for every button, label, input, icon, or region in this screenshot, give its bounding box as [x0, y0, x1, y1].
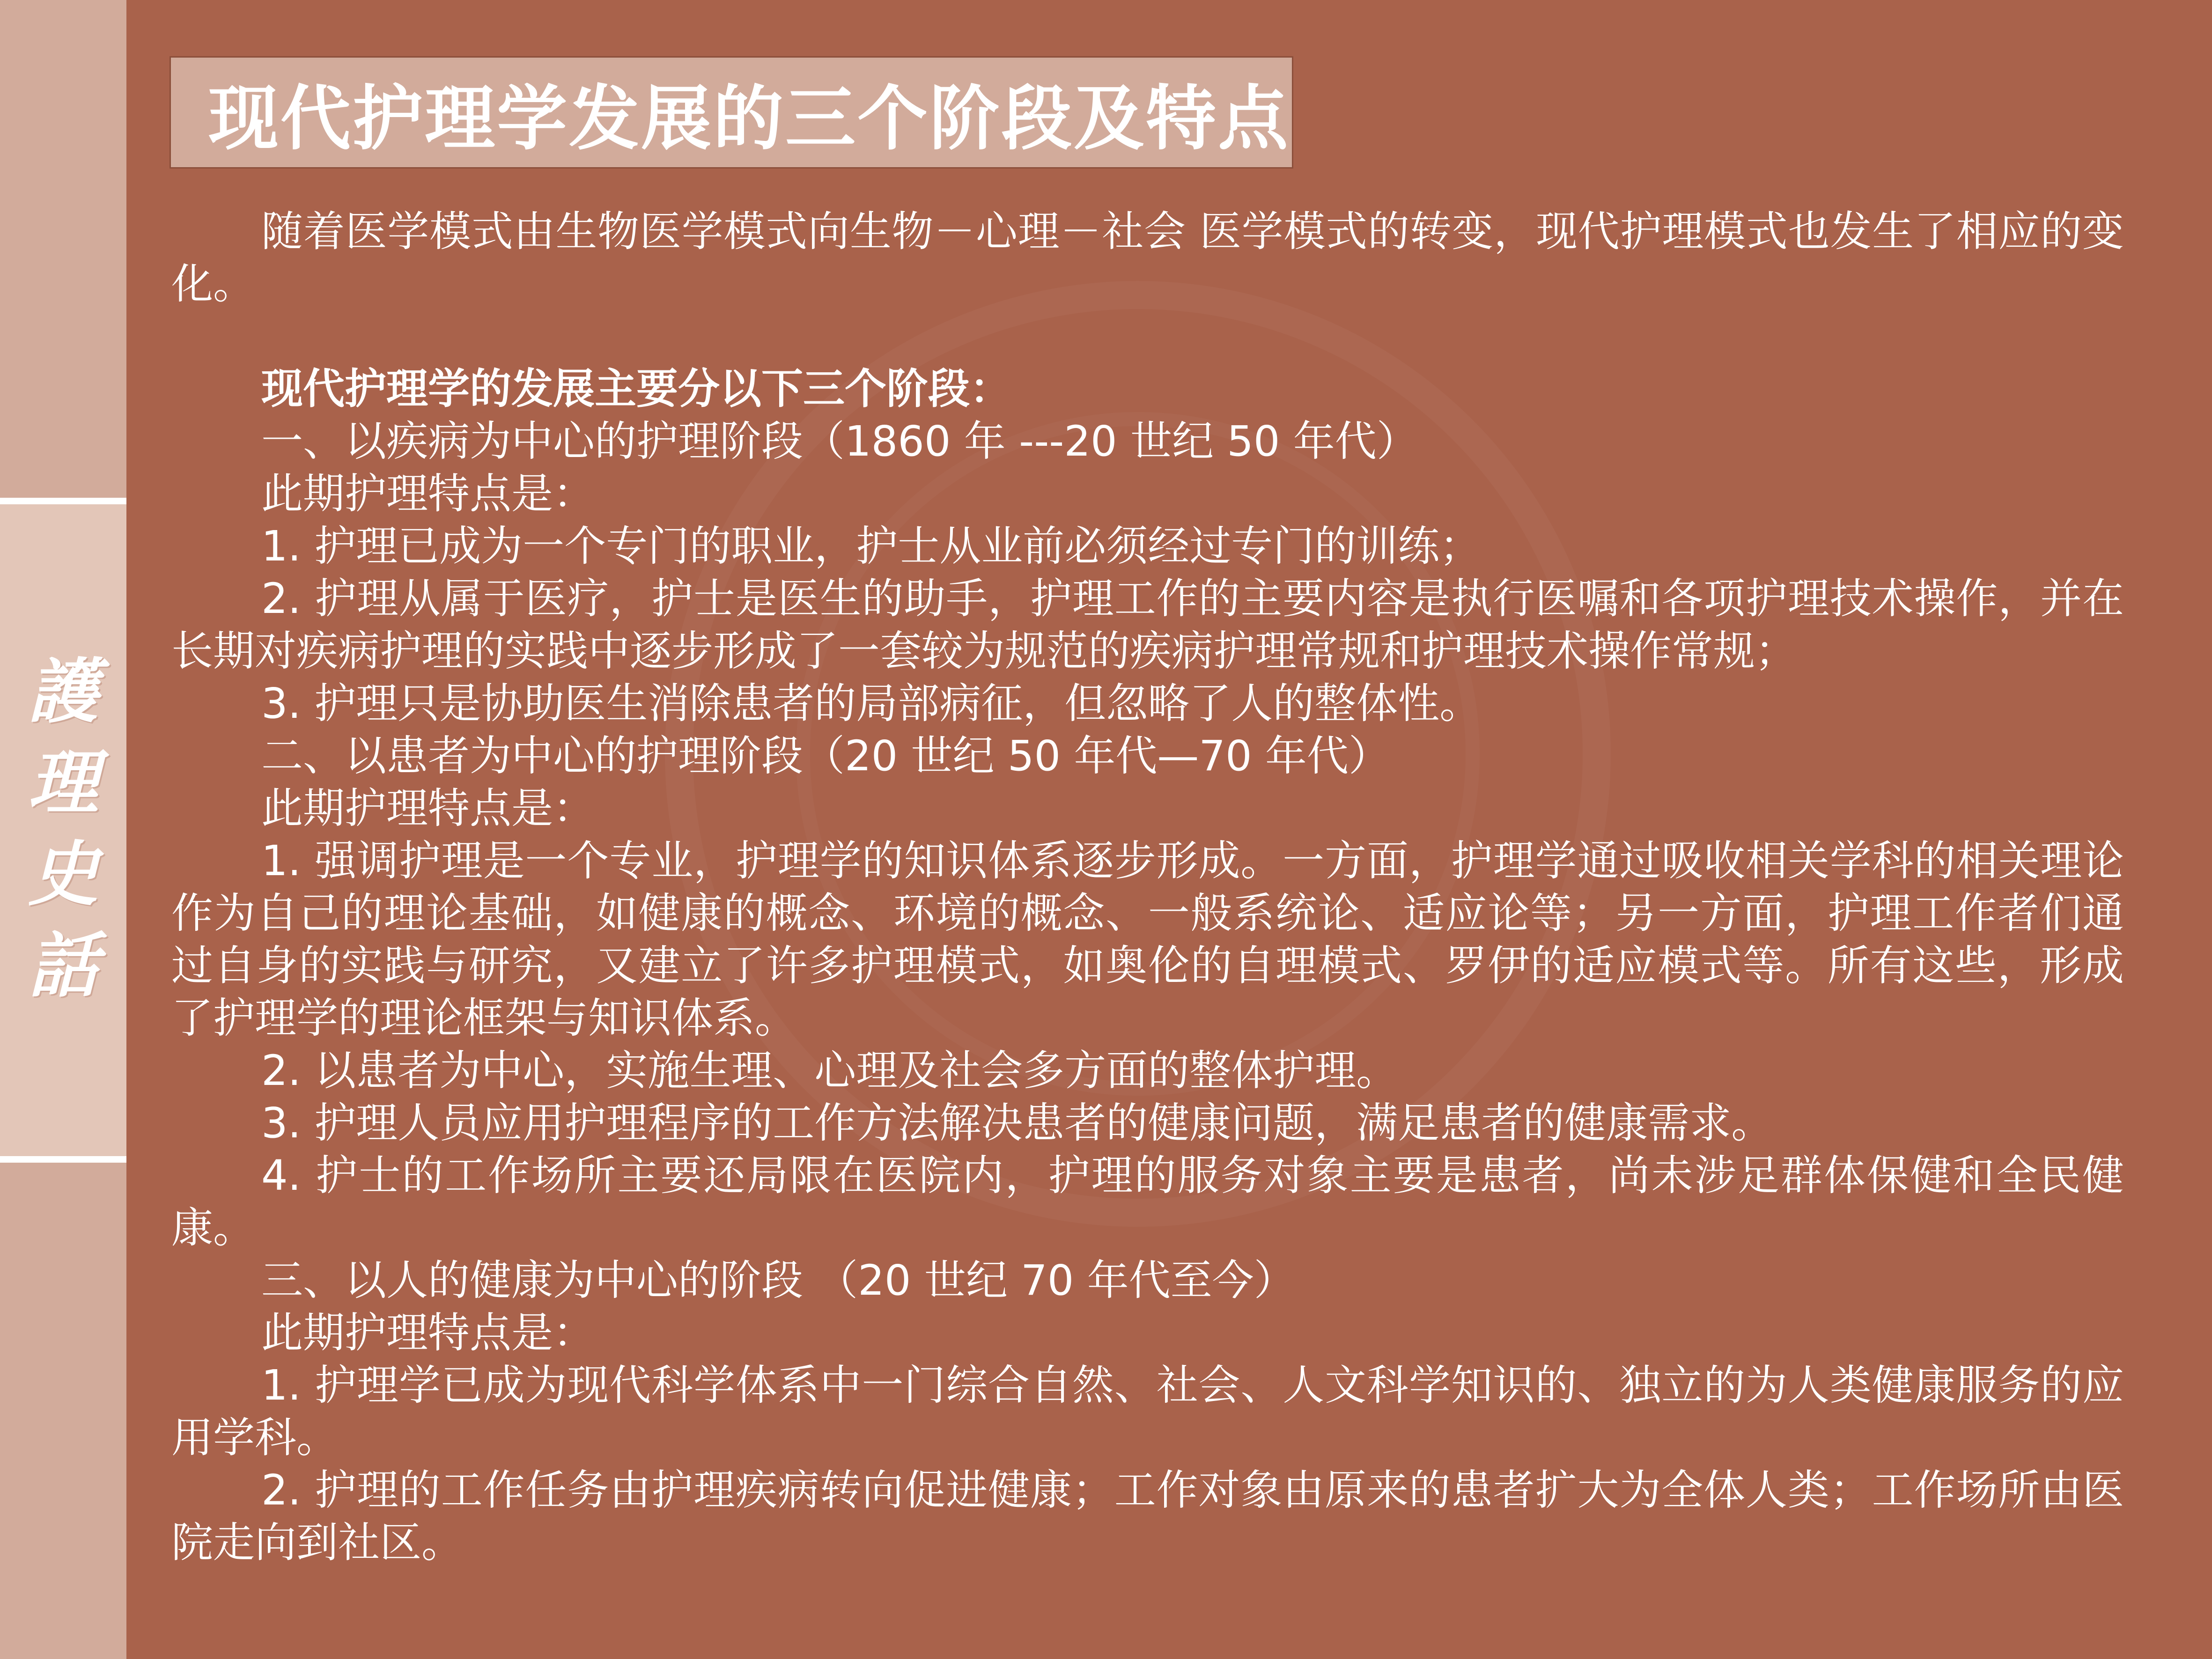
stage-point: 2. 以患者为中心，实施生理、心理及社会多方面的整体护理。	[261, 1046, 1398, 1095]
sidebar-char: 話	[28, 924, 98, 1007]
spacer	[171, 310, 2124, 362]
sidebar-char: 護	[28, 650, 98, 733]
sidebar-char: 理	[28, 742, 98, 824]
stage-title: 三、以人的健康为中心的阶段 （20 世纪 70 年代至今）	[261, 1256, 1296, 1305]
stage-point: 1. 护理学已成为现代科学体系中一门综合自然、社会、人文科学知识的、独立的为人类健康服务的应用学科。	[171, 1361, 2124, 1462]
stage-point: 2. 护理从属于医疗，护士是医生的助手，护理工作的主要内容是执行医嘱和各项护理技术操作，并在长期对疾病护理的实践中逐步形成了一套较为规范的疾病护理常规和护理技术操作常规；	[171, 574, 2124, 675]
stage-point: 2. 护理的工作任务由护理疾病转向促进健康；工作对象由原来的患者扩大为全体人类；工作场所由医院走向到社区。	[171, 1466, 2124, 1567]
stage-title: 一、以疾病为中心的护理阶段（1860 年 ---20 世纪 50 年代）	[261, 417, 1418, 465]
section-heading: 现代护理学的发展主要分以下三个阶段：	[261, 364, 1011, 413]
stage-point: 3. 护理人员应用护理程序的工作方法解决患者的健康问题，满足患者的健康需求。	[261, 1099, 1773, 1147]
sidebar-char: 史	[28, 833, 98, 915]
intro-paragraph: 随着医学模式由生物医学模式向生物－心理－社会 医学模式的转变，现代护理模式也发生了相应的变化。	[171, 207, 2124, 308]
stage-point: 1. 护理已成为一个专门的职业，护士从业前必须经过专门的训练；	[261, 522, 1482, 570]
stage-subtitle: 此期护理特点是：	[261, 469, 595, 518]
stage-point: 4. 护士的工作场所主要还局限在医院内，护理的服务对象主要是患者，尚未涉足群体保健和全民健康。	[171, 1151, 2124, 1252]
stage-subtitle: 此期护理特点是：	[261, 1308, 595, 1357]
stage-point: 1. 强调护理是一个专业，护理学的知识体系逐步形成。一方面，护理学通过吸收相关学科的相关理论作为自己的理论基础，如健康的概念、环境的概念、一般系统论、适应论等；另一方面，护理工作者们通过自身的实践与研究，又建立了许多护理模式，如奥伦的自理模式、罗伊的适应模式等。所有这些，形成了护理学的理论框架与知识体系。	[171, 836, 2124, 1042]
title-box	[170, 56, 1293, 169]
stage-title: 二、以患者为中心的护理阶段（20 世纪 50 年代—70 年代）	[261, 731, 1390, 780]
sidebar-vertical-text	[0, 646, 126, 1011]
page-title: 现代护理学发展的三个阶段及特点	[208, 78, 1290, 160]
article-body	[171, 205, 2124, 1569]
stage-point: 3. 护理只是协助医生消除患者的局部病征，但忽略了人的整体性。	[261, 679, 1482, 728]
stage-subtitle: 此期护理特点是：	[261, 784, 595, 833]
